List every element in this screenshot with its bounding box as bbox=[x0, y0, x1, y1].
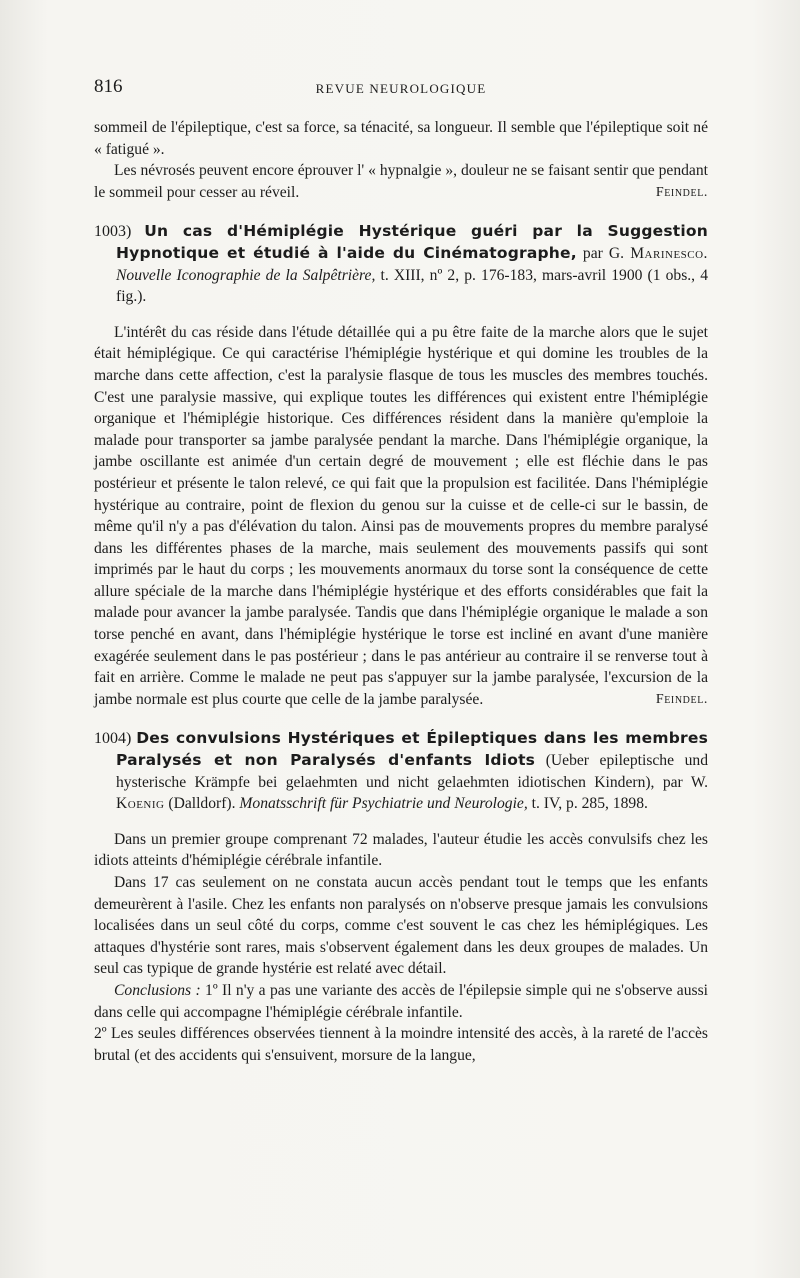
entry-1003-heading bbox=[94, 221, 708, 307]
entry-number: 1004) bbox=[94, 730, 132, 748]
signature: Feindel. bbox=[655, 691, 708, 707]
entry-by: par G. bbox=[582, 244, 625, 262]
spacer bbox=[94, 815, 708, 829]
conclusion-1: 1º Il n'y a pas une variante des accès de l'épilepsie simple qui ne s'observe aussi dans celle qui accompagne l'hémiplégie cérébrale infantile. bbox=[94, 981, 708, 1021]
page-header bbox=[94, 76, 708, 100]
conclusions-label: Conclusions : bbox=[114, 981, 201, 999]
entry-1003-body bbox=[94, 322, 708, 711]
entry-1004-heading bbox=[94, 728, 708, 814]
spacer bbox=[94, 308, 708, 322]
entry-1003 bbox=[94, 221, 708, 710]
continuation-paragraph-2 bbox=[94, 160, 708, 203]
entry-journal: Monatsschrift für Psychiatrie und Neurologie, bbox=[239, 795, 528, 813]
entry-reference: t. IV, p. 285, 1898. bbox=[531, 795, 648, 813]
entry-original-title: (Ueber epileptische und hysterische Krämpfe bei gelaehmten und nicht gelaehmten idiotischen Kindern), par W. bbox=[116, 752, 708, 791]
entry-number: 1003) bbox=[94, 223, 132, 241]
continuation-paragraph-2-text: Les névrosés peuvent encore éprouver l' « hypnalgie », douleur ne se faisant sentir que pendant le sommeil pour cesser au réveil. bbox=[94, 162, 708, 201]
page-number: 816 bbox=[94, 76, 123, 97]
continuation-paragraph-1: sommeil de l'épileptique, c'est sa force, sa ténacité, sa longueur. Il semble que l'épileptique soit né « fatigué ». bbox=[94, 119, 708, 158]
entry-body-text: L'intérêt du cas réside dans l'étude détaillée qui a pu être faite de la marche alors que le sujet était hémiplégique. Ce qui caractérise l'hémiplégie hystérique et qui domine les troubles de la marche dans cette affection, c'est la paralysie flasque de tous les muscles des membres touchés. C'est une paralysie massive, qui explique toutes les différences qui existent entre l'hémiplégie organique et l'hémiplégie historique. Ces différences résident dans la manière qu'emploie la malade pour transporter sa jambe paralysée pendant la marche. Dans l'hémiplégie organique, la jambe oscillante est animée d'un certain degré de mouvement ; elle est fléchie dans le pas postérieur et présente le talon relevé, ce qui fait que la propulsion est facilitée. Dans l'hémiplégie hystérique au contraire, point de flexion du genou sur la cuisse et de celle-ci sur le bassin, de même qu'il n'y a pas d'élévation du talon. Ainsi pas de mouvements propres du membre paralysé dans les différentes phases de la marche, mais seulement des mouvements passifs qui sont imprimés par le haut du corps ; les mouvements anormaux du torse sont la conséquence de cette allure spéciale de la marche dans l'hémiplégie hystérique et des efforts considérables que fait la malade pour avancer la jambe paralysée. Tandis que dans l'hémiplégie organique le malade a son torse penché en avant, dans l'hémiplégie hystérique le torse est incliné en avant d'une manière exagérée seulement dans le pas postérieur ; dans le pas antérieur au contraire il se renverse tout à fait en arrière. Comme le malade ne peut pas s'appuyer sur la jambe paralysée, l'excursion de la jambe normale est plus courte que celle de la jambe paralysée. bbox=[94, 323, 708, 708]
signature: Feindel. bbox=[655, 184, 708, 200]
entry-1004-paragraph-4: 2º Les seules différences observées tiennent à la moindre intensité des accès, à la rareté de l'accès brutal (et des accidents qui s'ensuivent, morsure de la langue, bbox=[94, 1025, 708, 1064]
entry-author: Marinesco. bbox=[630, 244, 708, 262]
running-head: REVUE NEUROLOGIQUE bbox=[315, 81, 487, 96]
entry-1004 bbox=[94, 728, 708, 1066]
entry-reference: t. XIII, nº 2, p. 176-183, mars-avril 1900 (1 obs., 4 fig.). bbox=[116, 266, 708, 306]
entry-1004-paragraph-1: Dans un premier groupe comprenant 72 malades, l'auteur étudie les accès convulsifs chez les idiots atteints d'hémiplégie cérébrale infantile. bbox=[94, 830, 708, 870]
entry-place: (Dalldorf). bbox=[168, 795, 236, 813]
entry-1004-conclusions bbox=[94, 980, 708, 1023]
entry-journal: Nouvelle Iconographie de la Salpêtrière, bbox=[116, 266, 376, 284]
continuation-section bbox=[94, 117, 708, 203]
page-body bbox=[94, 117, 708, 1066]
entry-title: Des convulsions Hystériques et Épileptiques dans les membres Paralysés et non Paralysés d'enfants Idiots bbox=[116, 729, 708, 770]
entry-1004-paragraph-2: Dans 17 cas seulement on ne constata aucun accès pendant tout le temps que les enfants demeurèrent à l'asile. Chez les enfants non paralysés on n'observe presque jamais les convulsions localisées dans un seul côté du corps, comme c'est souvent le cas chez les hémiplégiques. Les attaques d'hystérie sont rares, mais s'observent également dans les deux groupes de malades. Un seul cas typique de grande hystérie est relaté avec détail. bbox=[94, 874, 708, 978]
entry-author: Koenig bbox=[116, 795, 165, 813]
entry-title: Un cas d'Hémiplégie Hystérique guéri par la Suggestion Hypnotique et étudié à l'aide du Cinématographe, bbox=[116, 222, 708, 262]
